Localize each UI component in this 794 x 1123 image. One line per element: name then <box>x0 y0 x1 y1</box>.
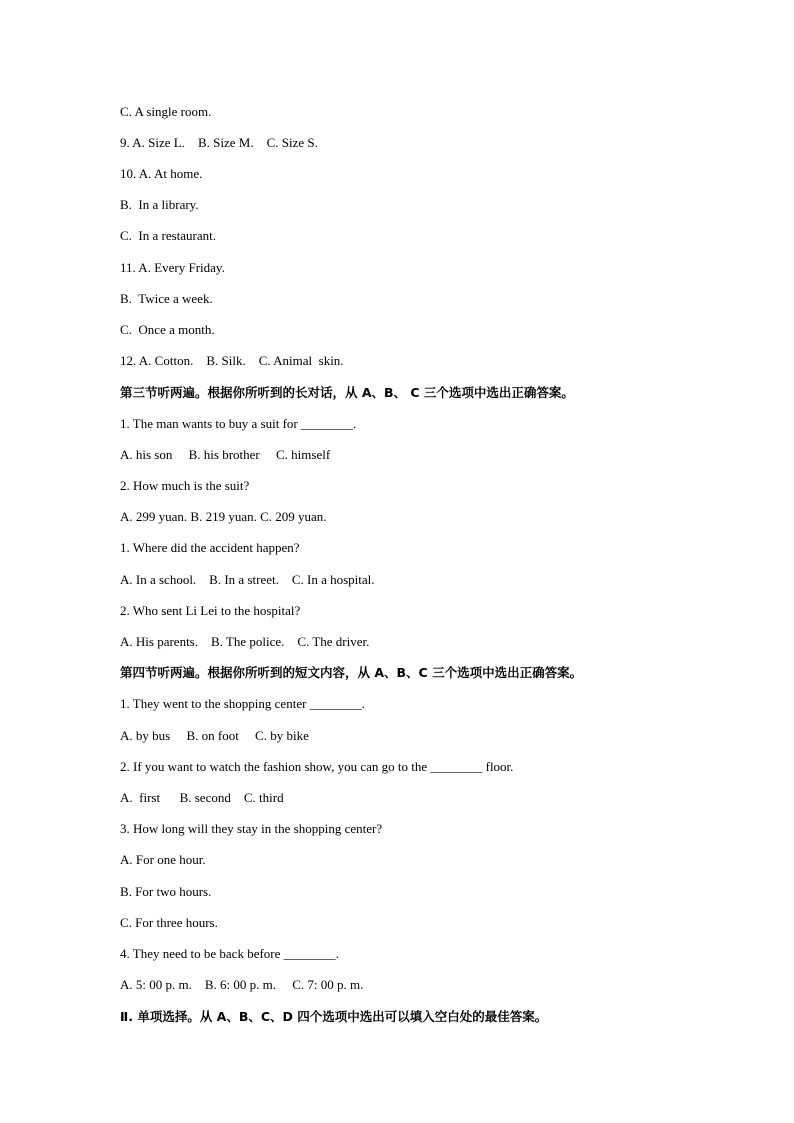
section-4-question-2: 2. If you want to watch the fashion show, you can go to the ________ floor. <box>120 759 514 774</box>
section-4-question-2-options: A. first B. second C. third <box>120 790 284 805</box>
question-10-option-a: 10. A. At home. <box>120 166 203 181</box>
section-4-question-4-options: A. 5: 00 p. m. B. 6: 00 p. m. C. 7: 00 p. m. <box>120 977 364 992</box>
section-4-heading: 第四节听两遍。根据你所听到的短文内容，从 A、B、C 三个选项中选出正确答案。 <box>120 665 583 680</box>
section-3-dialog2-question-2-options: A. His parents. B. The police. C. The driver. <box>120 634 370 649</box>
question-9: 9. A. Size L. B. Size M. C. Size S. <box>120 135 318 150</box>
section-4-question-4: 4. They need to be back before ________. <box>120 946 339 961</box>
section-3-dialog2-question-1: 1. Where did the accident happen? <box>120 540 300 555</box>
section-3-question-1-options: A. his son B. his brother C. himself <box>120 447 331 462</box>
section-3-question-1: 1. The man wants to buy a suit for ________. <box>120 416 357 431</box>
section-4-question-3: 3. How long will they stay in the shopping center? <box>120 821 383 836</box>
question-12: 12. A. Cotton. B. Silk. C. Animal skin. <box>120 353 344 368</box>
section-4-question-3-option-a: A. For one hour. <box>120 852 206 867</box>
section-3-question-2-options: A. 299 yuan. B. 219 yuan. C. 209 yuan. <box>120 509 327 524</box>
part-2-heading: Ⅱ. 单项选择。从 A、B、C、D 四个选项中选出可以填入空白处的最佳答案。 <box>120 1009 548 1024</box>
question-8-option-c: C. A single room. <box>120 104 212 119</box>
question-11-option-b: B. Twice a week. <box>120 291 213 306</box>
section-3-question-2: 2. How much is the suit? <box>120 478 250 493</box>
section-3-dialog2-question-2: 2. Who sent Li Lei to the hospital? <box>120 603 301 618</box>
section-4-question-3-option-c: C. For three hours. <box>120 915 218 930</box>
section-3-dialog2-question-1-options: A. In a school. B. In a street. C. In a hospital. <box>120 572 375 587</box>
question-11-option-c: C. Once a month. <box>120 322 215 337</box>
question-10-option-c: C. In a restaurant. <box>120 228 217 243</box>
section-4-question-1: 1. They went to the shopping center ________. <box>120 696 365 711</box>
section-4-question-1-options: A. by bus B. on foot C. by bike <box>120 728 309 743</box>
question-10-option-b: B. In a library. <box>120 197 199 212</box>
section-4-question-3-option-b: B. For two hours. <box>120 884 212 899</box>
section-3-heading: 第三节听两遍。根据你所听到的长对话，从 A、B、 C 三个选项中选出正确答案。 <box>120 385 574 400</box>
question-11-option-a: 11. A. Every Friday. <box>120 260 225 275</box>
